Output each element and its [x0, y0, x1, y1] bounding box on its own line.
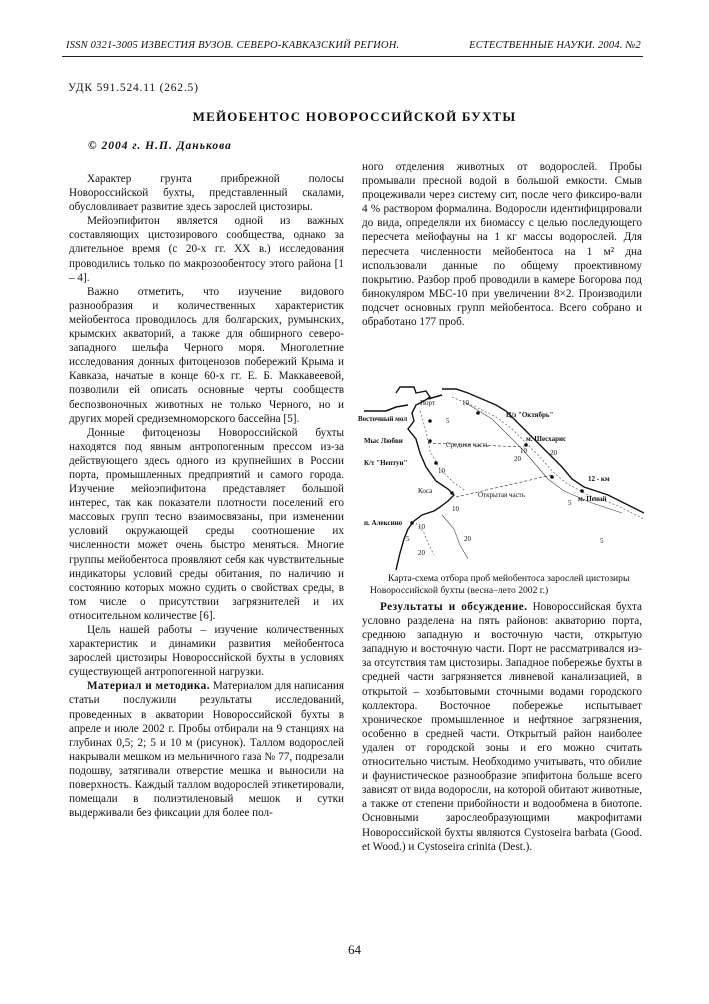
map-label-kosa: Коса — [418, 487, 433, 495]
map-label-open: Открытая часть — [478, 491, 525, 499]
results-paragraph — [362, 600, 642, 854]
map-label-lyubvi: Мыс Любви — [364, 437, 403, 445]
map-label-middle: Средняя часть — [446, 441, 489, 449]
paragraph: Важно отметить, что изучение видового разнообразия и количественных характеристик мейобентоса проводилось для болгарских, румынских, крымских акваторий, а также для обширного северо-западного шельфа Черного моря. Многолетние исследования донных фитоценозов побережий Крыма и Кавказа, начатые в конце 60-х гг. Е. Б. Маккавеевой, позволили ей описать основные черты сообществ беспозвоночных животных не только Черного, но и других морей средиземноморского бассейна [5]. — [69, 285, 344, 425]
map-label-sheskharis: м. Шесхарис — [526, 435, 567, 443]
depth-label: 20 — [550, 449, 557, 457]
methods-text: Материалом для написания статьи послужили результаты исследований, проведенных в акватории Новороссийской бухты в апреле и июле 2002 г. Пробы отбирали на 9 станциях на глубинах 0,5; 2; 5 и 10 м (рисунок). Таллом водорослей накрывали мешком из мельничного газа № 77, подрезали подошву, затягивали отверстие мешка и выносили на поверхность. Каждый таллом водорослей этикетировали, помещали в полиэтиленовый мешок и сутки выдерживали без фиксации для более пол- — [69, 680, 344, 820]
paragraph-continued: ного отделения животных от водорослей. Пробы промывали пресной водой в большой емкости. Смыв процеживали через систему сит, после чего фиксиро-вали 4 % раствором формалина. Водоросли идентифицировали до вида, определяли их биомассу с целью последующего пересчета мейофауны на 1 кг массы водорослей. Для пересчета численности мейобентоса на 1 м² дна использовали данные по общему проективному покрытию. Разбор проб проводили в камере Богорова под бинокуляром МБС-10 при увеличении 8×2. Производили подсчет основных групп мейобентоса. Всего собрано и обработано 177 проб. — [362, 161, 642, 329]
results-heading: Результаты и обсуждение. — [380, 601, 528, 613]
depth-label: 10 — [438, 467, 445, 475]
depth-label: 20 — [464, 535, 471, 543]
map-label-alekcino: п. Алексино — [364, 519, 403, 527]
depth-label: 5 — [568, 499, 572, 507]
right-column-bottom — [362, 600, 642, 854]
author-line: © 2004 г. Н.П. Данькова — [88, 140, 232, 152]
map-label-neptun: К/т "Нептун" — [364, 459, 408, 467]
right-column-top — [362, 160, 642, 329]
journal-header-left: ISSN 0321-3005 ИЗВЕСТИЯ ВУЗОВ. СЕВЕРО-КАВКАЗСКИЙ РЕГИОН. — [66, 40, 400, 51]
depth-label: 10 — [452, 505, 459, 513]
results-text: Новороссийская бухта условно разделена на пять районов: акваторию порта, среднюю западную и восточную части, открытую западную и восточную части. Порт не рассматривался из-за отсутствия там цистозиры. Западное побережье бухты в средней части загрязняется ливневой канализацией, в открытой – хозбытовыми сточными водами городского коллектора. Восточное побережье испытывает хроническое промышленное и нефтяное загрязнения, особенно в средней части. Открытый район наиболее удален от городской зоны и его можно считать относительно чистым. Необходимо учитывать, что обилие и фаунистическое разнообразие эпифитона больше всего зависят от вида водоросли, на которой обитают животные, а также от степени прибойности и водообмена в биотопе. Основными зарослеобразующими макрофитами Новороссийской бухты являются Cystoseira barbata (Good. et Wood.) и Cystoseira crinita (Dest.). — [362, 601, 642, 853]
paragraph: Донные фитоценозы Новороссийской бухты находятся под явным антропогенным прессом из-за действующего здесь одного из крупнейших в России порта, промышленных предприятий и самого города. Изучение мейоэпифитона представляет большой интерес, так как показатели плотности поселений его массовых групп тесно взаимосвязаны, при изменении условий окружающей среды соотношение их численности может очень быстро меняться. Многие группы мейобентоса проявляют себя как чувствительные индикаторы условий среды обитания, по наличию и состоянию которых можно судить о свойствах среды, в том числе о присутствии загрязнителей и их относительном количестве [6]. — [69, 426, 344, 622]
left-column — [69, 172, 344, 820]
udk-code: УДК 591.524.11 (262.5) — [68, 82, 199, 94]
depth-label: 5 — [446, 417, 450, 425]
journal-header-right: ЕСТЕСТВЕННЫЕ НАУКИ. 2004. №2 — [469, 40, 641, 51]
depth-label: 10 — [418, 523, 425, 531]
map-label-eastern-mole: Восточный мол — [358, 415, 408, 423]
paragraph: Цель нашей работы – изучение количественных характеристик и динамики развития мейобентоса зарослей цистозиры Новороссийской бухты в условиях существующей антропогенной нагрузки. — [69, 624, 344, 679]
header-rule — [62, 56, 643, 57]
depth-label: 20 — [418, 549, 425, 557]
map-label-12km: 12 - км — [588, 475, 610, 483]
depth-label: 5 — [406, 535, 410, 543]
page-number: 64 — [348, 942, 361, 957]
map-label-port: Порт — [420, 399, 436, 407]
paragraph: Мейоэпифитон является одной из важных составляющих цистозирового сообщества, однако за длительное время (с 20-х гг. XX в.) исследования проводились только по макрозообентосу этого района [1 – 4]. — [69, 215, 344, 284]
paragraph: Характер грунта прибрежной полосы Новороссийской бухты, представленный скалами, обусловливает развитие здесь зарослей цистозиры. — [69, 173, 344, 214]
depth-label: 20 — [514, 455, 521, 463]
map-label-penai: м. Пенай — [578, 495, 607, 503]
depth-label: 10 — [462, 399, 469, 407]
methods-paragraph — [69, 679, 344, 820]
map-label-oktyabr: Ц/з "Октябрь" — [506, 411, 554, 419]
sampling-map — [356, 383, 644, 570]
figure-caption: Карта-схема отбора проб мейобентоса зарослей цистозиры Новороссийской бухты (весна–лето 2002 г.) — [370, 573, 630, 596]
depth-label: 5 — [600, 537, 604, 545]
depth-label: 10 — [520, 447, 527, 455]
article-title: МЕЙОБЕНТОС НОВОРОССИЙСКОЙ БУХТЫ — [192, 109, 517, 124]
methods-heading: Материал и методика. — [87, 680, 211, 693]
